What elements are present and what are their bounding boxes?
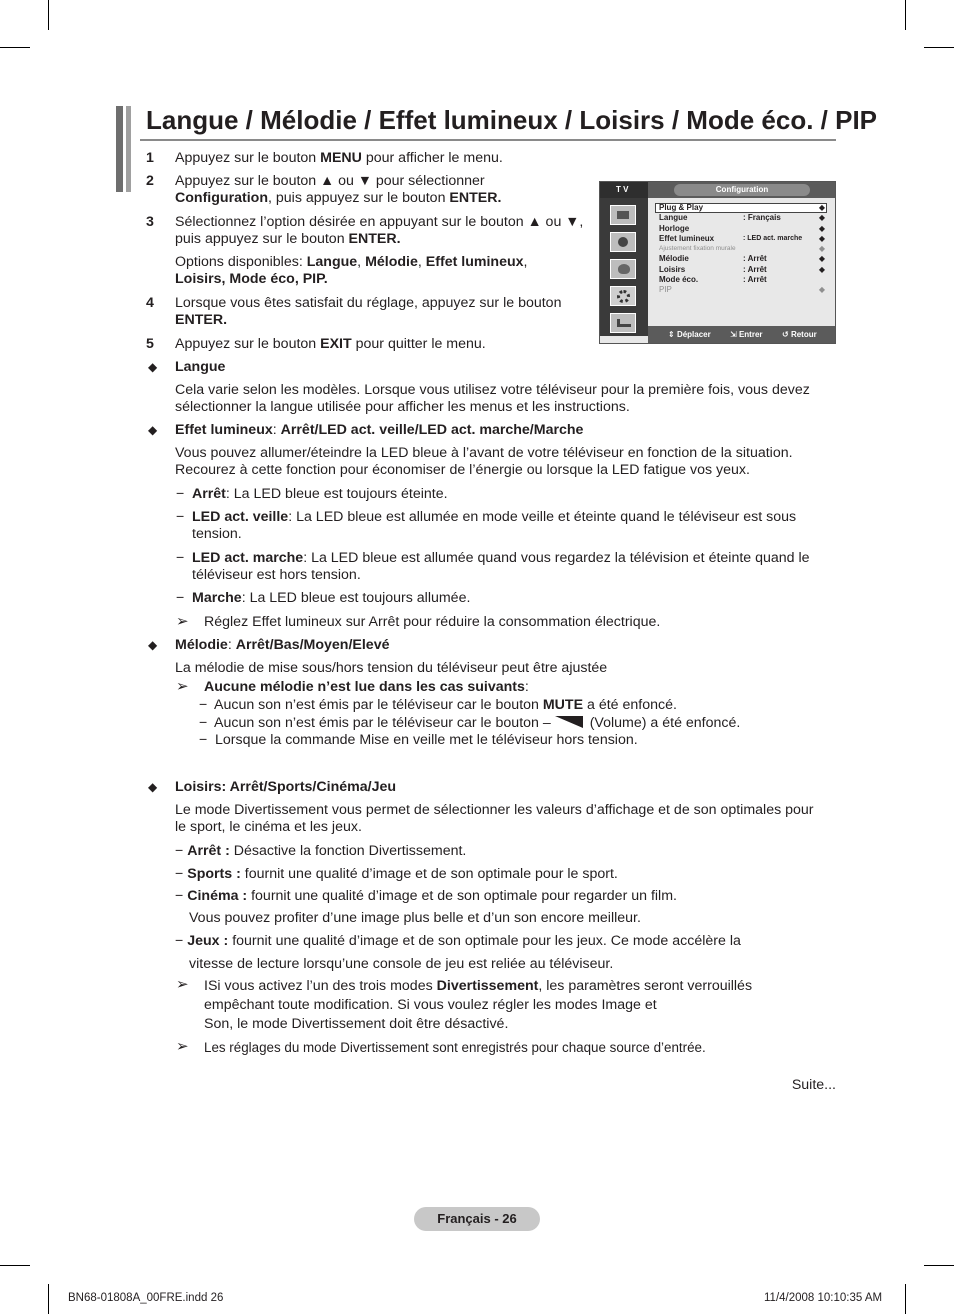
dash-icon: − — [176, 550, 185, 566]
effet-item: LED act. marche: La LED bleue est allumée quand vous regardez la télévision et éteinte quand le téléviseur est hors tension. — [192, 550, 810, 583]
dash-icon: − — [176, 590, 185, 606]
tv-menu-screenshot — [599, 181, 836, 344]
step-2-text: Appuyez sur le bouton ▲ ou ▼ pour sélectionner Configuration, puis appuyez sur le bouton ENTER. — [175, 173, 502, 206]
channel-icon — [610, 259, 636, 279]
note-arrow-icon: ➢ — [176, 613, 189, 630]
menu-header-bar — [600, 182, 835, 198]
menu-tv-label: T V — [600, 182, 648, 198]
dash-icon: − — [176, 486, 185, 502]
return-hint: ↺ Retour — [782, 330, 817, 339]
setup-icon — [610, 286, 636, 306]
move-hint: ⇕ Déplacer — [668, 330, 711, 339]
loisirs-item-continued: Vous pouvez profiter d’une image plus belle et d’un son encore meilleur. — [189, 910, 641, 926]
crop-mark — [905, 1284, 906, 1314]
loisirs-item: − Jeux : fournit une qualité d’image et de son optimale pour les jeux. Ce mode accélère la — [175, 933, 741, 949]
melodie-case: Aucun son n’est émis par le téléviseur car le bouton – (Volume) a été enfoncé. — [214, 715, 741, 731]
menu-item[interactable]: Horloge ◆ — [659, 223, 825, 233]
menu-item[interactable]: Mode éco. : Arrêt — [659, 275, 767, 285]
page-title: Langue / Mélodie / Effet lumineux / Loisirs / Mode éco. / PIP — [146, 105, 878, 135]
diamond-bullet-icon: ◆ — [148, 360, 158, 374]
menu-footer — [648, 326, 835, 343]
dash-icon: − — [199, 732, 208, 748]
crop-mark — [0, 1265, 30, 1266]
melodie-text: La mélodie de mise sous/hors tension du téléviseur peut être ajustée — [175, 660, 608, 676]
effet-note: Réglez Effet lumineux sur Arrêt pour réduire la consommation électrique. — [204, 614, 661, 630]
loisirs-text: Le mode Divertissement vous permet de sélectionner les valeurs d’affichage et de son optimales pour le sport, le cinéma et les jeux. — [175, 802, 814, 835]
melodie-case: Aucun son n’est émis par le téléviseur car le bouton MUTE a été enfoncé. — [214, 697, 677, 713]
step-number: 1 — [146, 150, 154, 166]
dash-icon: − — [199, 697, 208, 713]
title-underline — [140, 139, 836, 141]
langue-text: Cela varie selon les modèles. Lorsque vous utilisez votre téléviseur pour la première fois, vous devez sélectionner la langue utilisée pour afficher les menus et les instructions. — [175, 382, 810, 415]
menu-item[interactable]: Effet lumineux : LED act. marche ◆ — [659, 233, 825, 243]
menu-item[interactable]: Plug & Play ◆ — [659, 203, 825, 212]
section-heading-effet: Effet lumineux: Arrêt/LED act. veille/LED act. marche/Marche — [175, 422, 584, 438]
step-number: 3 — [146, 214, 154, 230]
menu-item-disabled: Ajustement fixation murale ◆ — [659, 244, 825, 254]
sound-icon — [610, 232, 636, 252]
step-1-text: Appuyez sur le bouton MENU pour afficher le menu. — [175, 150, 503, 166]
diamond-bullet-icon: ◆ — [148, 638, 158, 652]
input-icon — [610, 313, 636, 333]
menu-item-list — [659, 203, 825, 296]
loisirs-note: Les réglages du mode Divertissement sont enregistrés pour chaque source d’entrée. — [204, 1040, 706, 1055]
effet-text: Vous pouvez allumer/éteindre la LED bleue à l’avant de votre téléviseur en fonction de la situation. Recourez à cette fonction pour économiser de l’énergie ou lorsque la LED fatigue vos yeux. — [175, 445, 793, 478]
diamond-bullet-icon: ◆ — [148, 780, 158, 794]
effet-item: Marche: La LED bleue est toujours allumée. — [192, 590, 471, 606]
note-arrow-icon: ➢ — [176, 678, 189, 695]
section-heading-melodie: Mélodie: Arrêt/Bas/Moyen/Elevé — [175, 637, 390, 653]
loisirs-item: − Cinéma : fournit une qualité d’image et de son optimale pour regarder un film. — [175, 888, 677, 904]
menu-header-title: Configuration — [674, 184, 810, 196]
step-3-text: Sélectionnez l’option désirée en appuyant sur le bouton ▲ ou ▼, puis appuyez sur le bouton ENTER. — [175, 214, 584, 247]
menu-item-disabled: PIP ◆ — [659, 285, 825, 295]
crop-mark — [905, 0, 906, 30]
step-5-text: Appuyez sur le bouton EXIT pour quitter le menu. — [175, 336, 486, 352]
step-4-text: Lorsque vous êtes satisfait du réglage, appuyez sur le bouton ENTER. — [175, 295, 562, 328]
menu-icon-column — [600, 198, 648, 336]
title-bar-accent — [126, 106, 131, 192]
melodie-case: Lorsque la commande Mise en veille met le téléviseur hors tension. — [215, 732, 638, 748]
dash-icon: − — [199, 715, 208, 731]
page-number-badge: Français - 26 — [414, 1207, 540, 1231]
step-number: 4 — [146, 295, 154, 311]
crop-mark — [0, 47, 30, 48]
crop-mark — [48, 0, 49, 30]
note-arrow-icon: ➢ — [176, 1038, 189, 1055]
crop-mark — [924, 1265, 954, 1266]
crop-mark — [924, 47, 954, 48]
melodie-note: Aucune mélodie n’est lue dans les cas suivants: — [204, 679, 529, 695]
dash-icon: − — [176, 509, 185, 525]
step-number: 2 — [146, 173, 154, 189]
continued-label: Suite... — [791, 1077, 836, 1093]
crop-mark — [48, 1284, 49, 1314]
loisirs-item-continued: vitesse de lecture lorsqu’une console de jeu est reliée au téléviseur. — [189, 956, 614, 972]
section-heading-langue: Langue — [175, 359, 226, 375]
title-bar-accent — [116, 106, 123, 192]
enter-hint: ⇲ Entrer — [730, 330, 763, 339]
volume-icon — [555, 716, 583, 728]
loisirs-note: ISi vous activez l’un des trois modes Divertissement, les paramètres seront verrouillés empêchant toute modification. Si vous voulez régler les modes Image et Son, le mode Divertissement doit être désactivé. — [204, 978, 753, 1032]
menu-item[interactable]: Langue : Français ◆ — [659, 213, 825, 223]
section-heading-loisirs: Loisirs: Arrêt/Sports/Cinéma/Jeu — [175, 779, 397, 795]
effet-item: Arrêt: La LED bleue est toujours éteinte. — [192, 486, 448, 502]
file-info: BN68-01808A_00FRE.indd 26 — [68, 1292, 224, 1304]
note-arrow-icon: ➢ — [176, 976, 189, 993]
menu-item[interactable]: Mélodie : Arrêt ◆ — [659, 254, 825, 264]
diamond-bullet-icon: ◆ — [148, 423, 158, 437]
print-timestamp: 11/4/2008 10:10:35 AM — [764, 1292, 883, 1304]
effet-item: LED act. veille: La LED bleue est allumée en mode veille et éteinte quand le téléviseur est sous tension. — [192, 509, 797, 542]
picture-icon — [610, 205, 636, 225]
step-number: 5 — [146, 336, 154, 352]
menu-item[interactable]: Loisirs : Arrêt ◆ — [659, 264, 825, 274]
loisirs-item: − Arrêt : Désactive la fonction Divertissement. — [175, 843, 467, 859]
options-text: Options disponibles: Langue, Mélodie, Effet lumineux, Loisirs, Mode éco, PIP. — [175, 254, 528, 287]
loisirs-item: − Sports : fournit une qualité d’image et de son optimale pour le sport. — [175, 866, 618, 882]
